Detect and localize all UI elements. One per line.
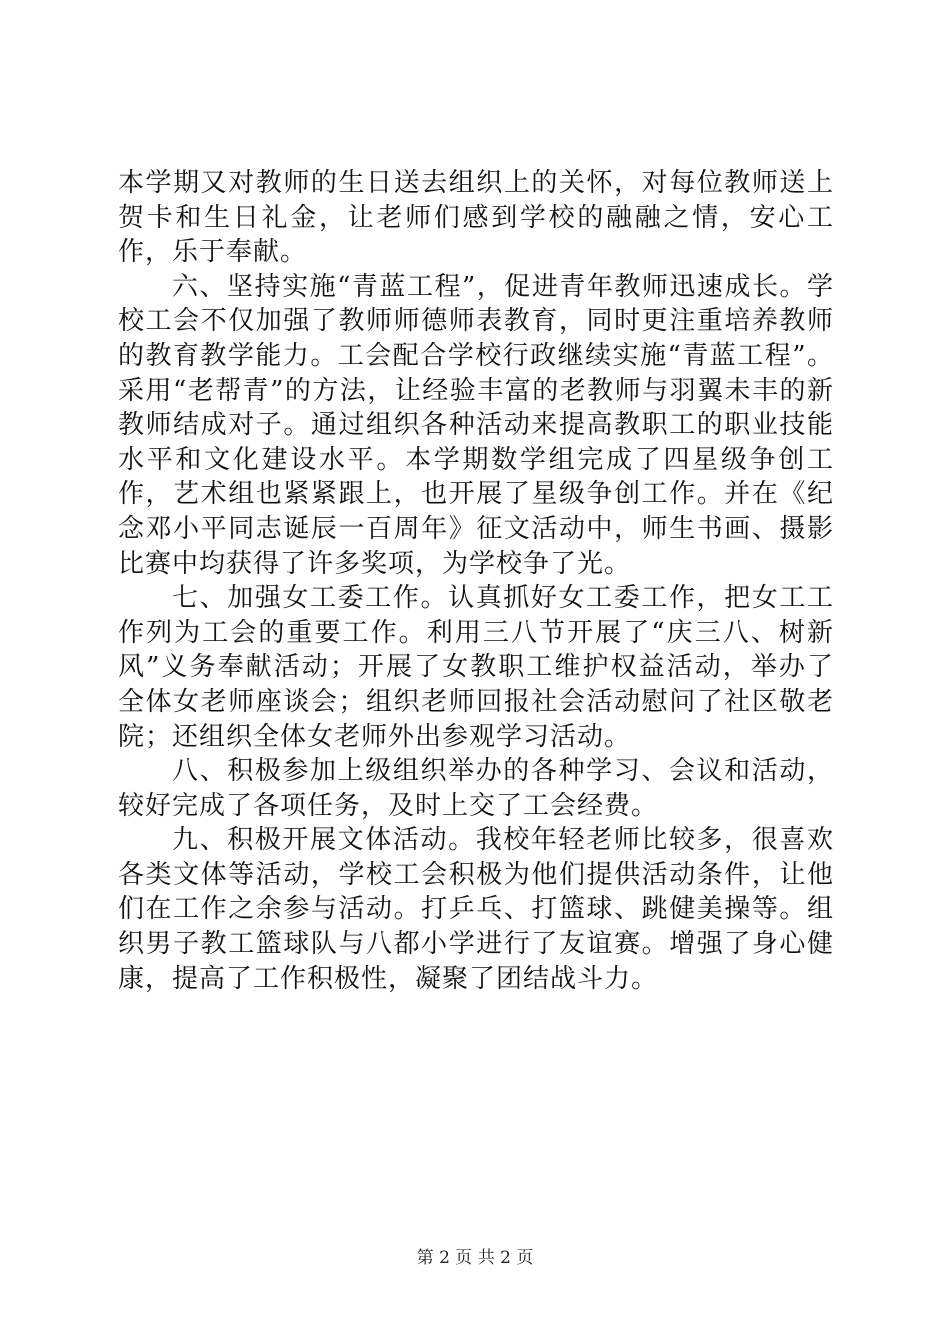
paragraph-section-8: 八、积极参加上级组织举办的各种学习、会议和活动，较好完成了各项任务，及时上交了工会经费。 [118,756,834,821]
document-body [118,166,834,996]
paragraph-section-7: 七、加强女工委工作。认真抓好女工委工作，把女工工作列为工会的重要工作。利用三八节开展了“庆三八、树新风”义务奉献活动；开展了女教职工维护权益活动，举办了全体女老师座谈会；组织老师回报社会活动慰问了社区敬老院；还组织全体女老师外出参观学习活动。 [118,583,834,752]
paragraph-section-6: 六、坚持实施“青蓝工程”，促进青年教师迅速成长。学校工会不仅加强了教师师德师表教育，同时更注重培养教师的教育教学能力。工会配合学校行政继续实施“青蓝工程”。采用“老帮青”的方法，让经验丰富的老教师与羽翼未丰的新教师结成对子。通过组织各种活动来提高教职工的职业技能水平和文化建设水平。本学期数学组完成了四星级争创工作，艺术组也紧紧跟上，也开展了星级争创工作。并在《纪念邓小平同志诞辰一百周年》征文活动中，师生书画、摄影比赛中均获得了许多奖项，为学校争了光。 [118,271,834,579]
paragraph-continuation: 本学期又对教师的生日送去组织上的关怀，对每位教师送上贺卡和生日礼金，让老师们感到学校的融融之情，安心工作，乐于奉献。 [118,168,834,268]
page-number-footer: 第 2 页 共 2 页 [416,1248,534,1268]
paragraph-section-9: 九、积极开展文体活动。我校年轻老师比较多，很喜欢各类文体等活动，学校工会积极为他们提供活动条件，让他们在工作之余参与活动。打乒乓、打篮球、跳健美操等。组织男子教工篮球队与八都小学进行了友谊赛。增强了身心健康，提高了工作积极性，凝聚了团结战斗力。 [118,825,834,994]
